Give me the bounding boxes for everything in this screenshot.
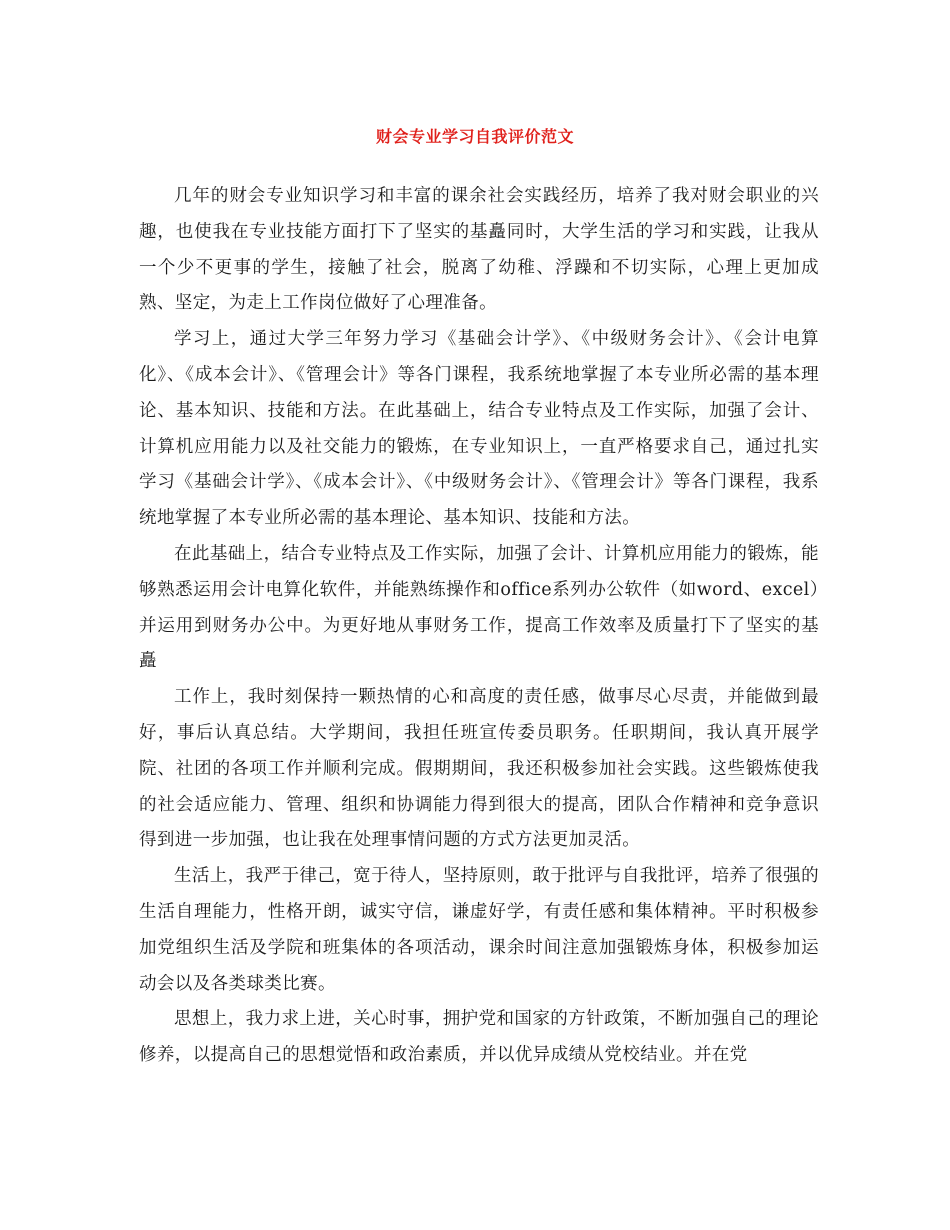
paragraph-work: 工作上，我时刻保持一颗热情的心和高度的责任感，做事尽心尽责，并能做到最好，事后认真总结。大学期间，我担任班宣传委员职务。任职期间，我认真开展学院、社团的各项工作并顺利完成。假期期间，我还积极参加社会实践。这些锻炼使我的社会适应能力、管理、组织和协调能力得到很大的提高，团队合作精神和竞争意识得到进一步加强，也让我在处理事情问题的方式方法更加灵活。: [139, 687, 819, 851]
paragraph-study: 学习上，通过大学三年努力学习《基础会计学》、《中级财务会计》、《会计电算化》、《成本会计》、《管理会计》等各门课程，我系统地掌握了本专业所必需的基本理论、基本知识、技能和方法。在此基础上，结合专业特点及工作实际，加强了会计、计算机应用能力以及社交能力的锻炼，在专业知识上，一直严格要求自己，通过扎实学习《基础会计学》、《成本会计》、《中级财务会计》、《管理会计》等各门课程，我系统地掌握了本专业所必需的基本理论、基本知识、技能和方法。: [139, 329, 819, 529]
paragraph-thought: 思想上，我力求上进，关心时事，拥护党和国家的方针政策，不断加强自己的理论修养，以提高自己的思想觉悟和政治素质，并以优异成绩从党校结业。并在党: [139, 1009, 819, 1066]
paragraph-life: 生活上，我严于律己，宽于待人，坚持原则，敢于批评与自我批评，培养了很强的生活自理能力，性格开朗，诚实守信，谦虚好学，有责任感和集体精神。平时积极参加党组织生活及学院和班集体的各项活动，课余时间注意加强锻炼身体，积极参加运动会以及各类球类比赛。: [139, 866, 819, 994]
paragraph-skills: 在此基础上，结合专业特点及工作实际，加强了会计、计算机应用能力的锻炼，能够熟悉运用会计电算化软件，并能熟练操作和office系列办公软件（如word、excel）并运用到财务办公中。为更好地从事财务工作，提高工作效率及质量打下了坚实的基矗: [139, 543, 819, 672]
document-title: 财会专业学习自我评价范文: [375, 127, 574, 146]
paragraph-intro: 几年的财会专业知识学习和丰富的课余社会实践经历，培养了我对财会职业的兴趣，也使我在专业技能方面打下了坚实的基矗同时，大学生活的学习和实践，让我从一个少不更事的学生，接触了社会，脱离了幼稚、浮躁和不切实际，心理上更加成熟、坚定，为走上工作岗位做好了心理准备。: [139, 186, 819, 314]
document-body: [139, 179, 819, 1074]
